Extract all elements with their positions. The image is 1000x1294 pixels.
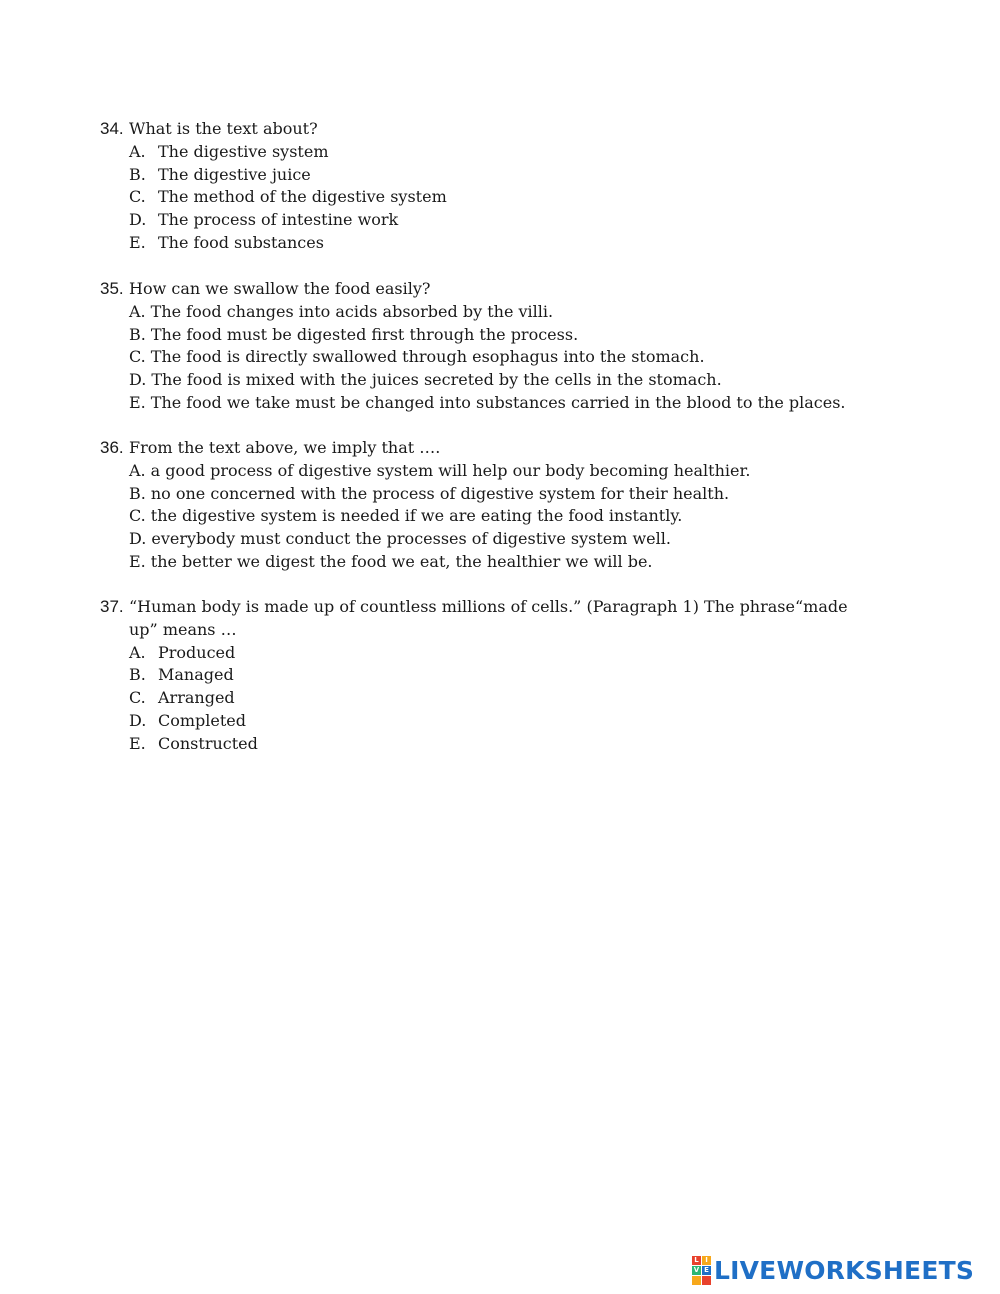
logo-tile: V [693, 1265, 700, 1274]
answer-option-d: D. Completed [129, 710, 247, 730]
liveworksheets-logo[interactable] [692, 1256, 974, 1284]
answer-option-d: D. everybody must conduct the processes of digestive system well. [129, 529, 671, 549]
question-text: “Human body is made up of countless millions of cells.” (Paragraph 1) The phrase“made up” means … [129, 597, 848, 639]
question-34 [100, 118, 860, 255]
question-36 [100, 437, 860, 574]
question-37 [100, 596, 860, 756]
answer-option-b: B. The digestive juice [129, 164, 311, 184]
answer-option-c: C. The method of the digestive system [129, 187, 447, 207]
brand-name: LIVEWORKSHEETS [714, 1255, 975, 1285]
answer-option-c: C. The food is directly swallowed through esophagus into the stomach. [129, 347, 705, 367]
answer-option-e: E. Constructed [129, 733, 258, 753]
question-text: From the text above, we imply that …. [129, 438, 441, 457]
question-number: 34. [100, 119, 124, 138]
logo-tile [692, 1276, 701, 1285]
answer-option-b: B. no one concerned with the process of digestive system for their health. [129, 483, 730, 503]
answer-option-b: B. Managed [129, 665, 234, 685]
answer-option-a: A. The digestive system [129, 141, 329, 161]
answer-option-b: B. The food must be digested first through the process. [129, 324, 579, 344]
question-number: 37. [100, 597, 124, 616]
question-text: How can we swallow the food easily? [129, 279, 431, 298]
logo-tile: E [702, 1266, 711, 1275]
answer-option-e: E. the better we digest the food we eat, the healthier we will be. [129, 551, 653, 571]
answer-option-d: D. The process of intestine work [129, 210, 399, 230]
logo-blocks-icon [692, 1256, 711, 1285]
answer-option-c: C. the digestive system is needed if we are eating the food instantly. [129, 506, 683, 526]
question-text: What is the text about? [129, 119, 318, 138]
answer-option-a: A. The food changes into acids absorbed by the villi. [129, 301, 554, 321]
logo-tile: L [692, 1256, 701, 1265]
answer-option-e: E. The food substances [129, 232, 324, 252]
question-number: 35. [100, 279, 124, 298]
answer-option-e: E. The food we take must be changed into substances carried in the blood to the places. [129, 392, 846, 412]
logo-tile [702, 1276, 711, 1285]
question-35 [100, 278, 860, 415]
answer-option-d: D. The food is mixed with the juices secreted by the cells in the stomach. [129, 370, 722, 390]
answer-option-a: A. Produced [129, 642, 236, 662]
question-number: 36. [100, 438, 124, 457]
answer-option-c: C. Arranged [129, 688, 235, 708]
answer-option-a: A. a good process of digestive system will help our body becoming healthier. [129, 460, 751, 480]
logo-tile: I [702, 1256, 711, 1265]
